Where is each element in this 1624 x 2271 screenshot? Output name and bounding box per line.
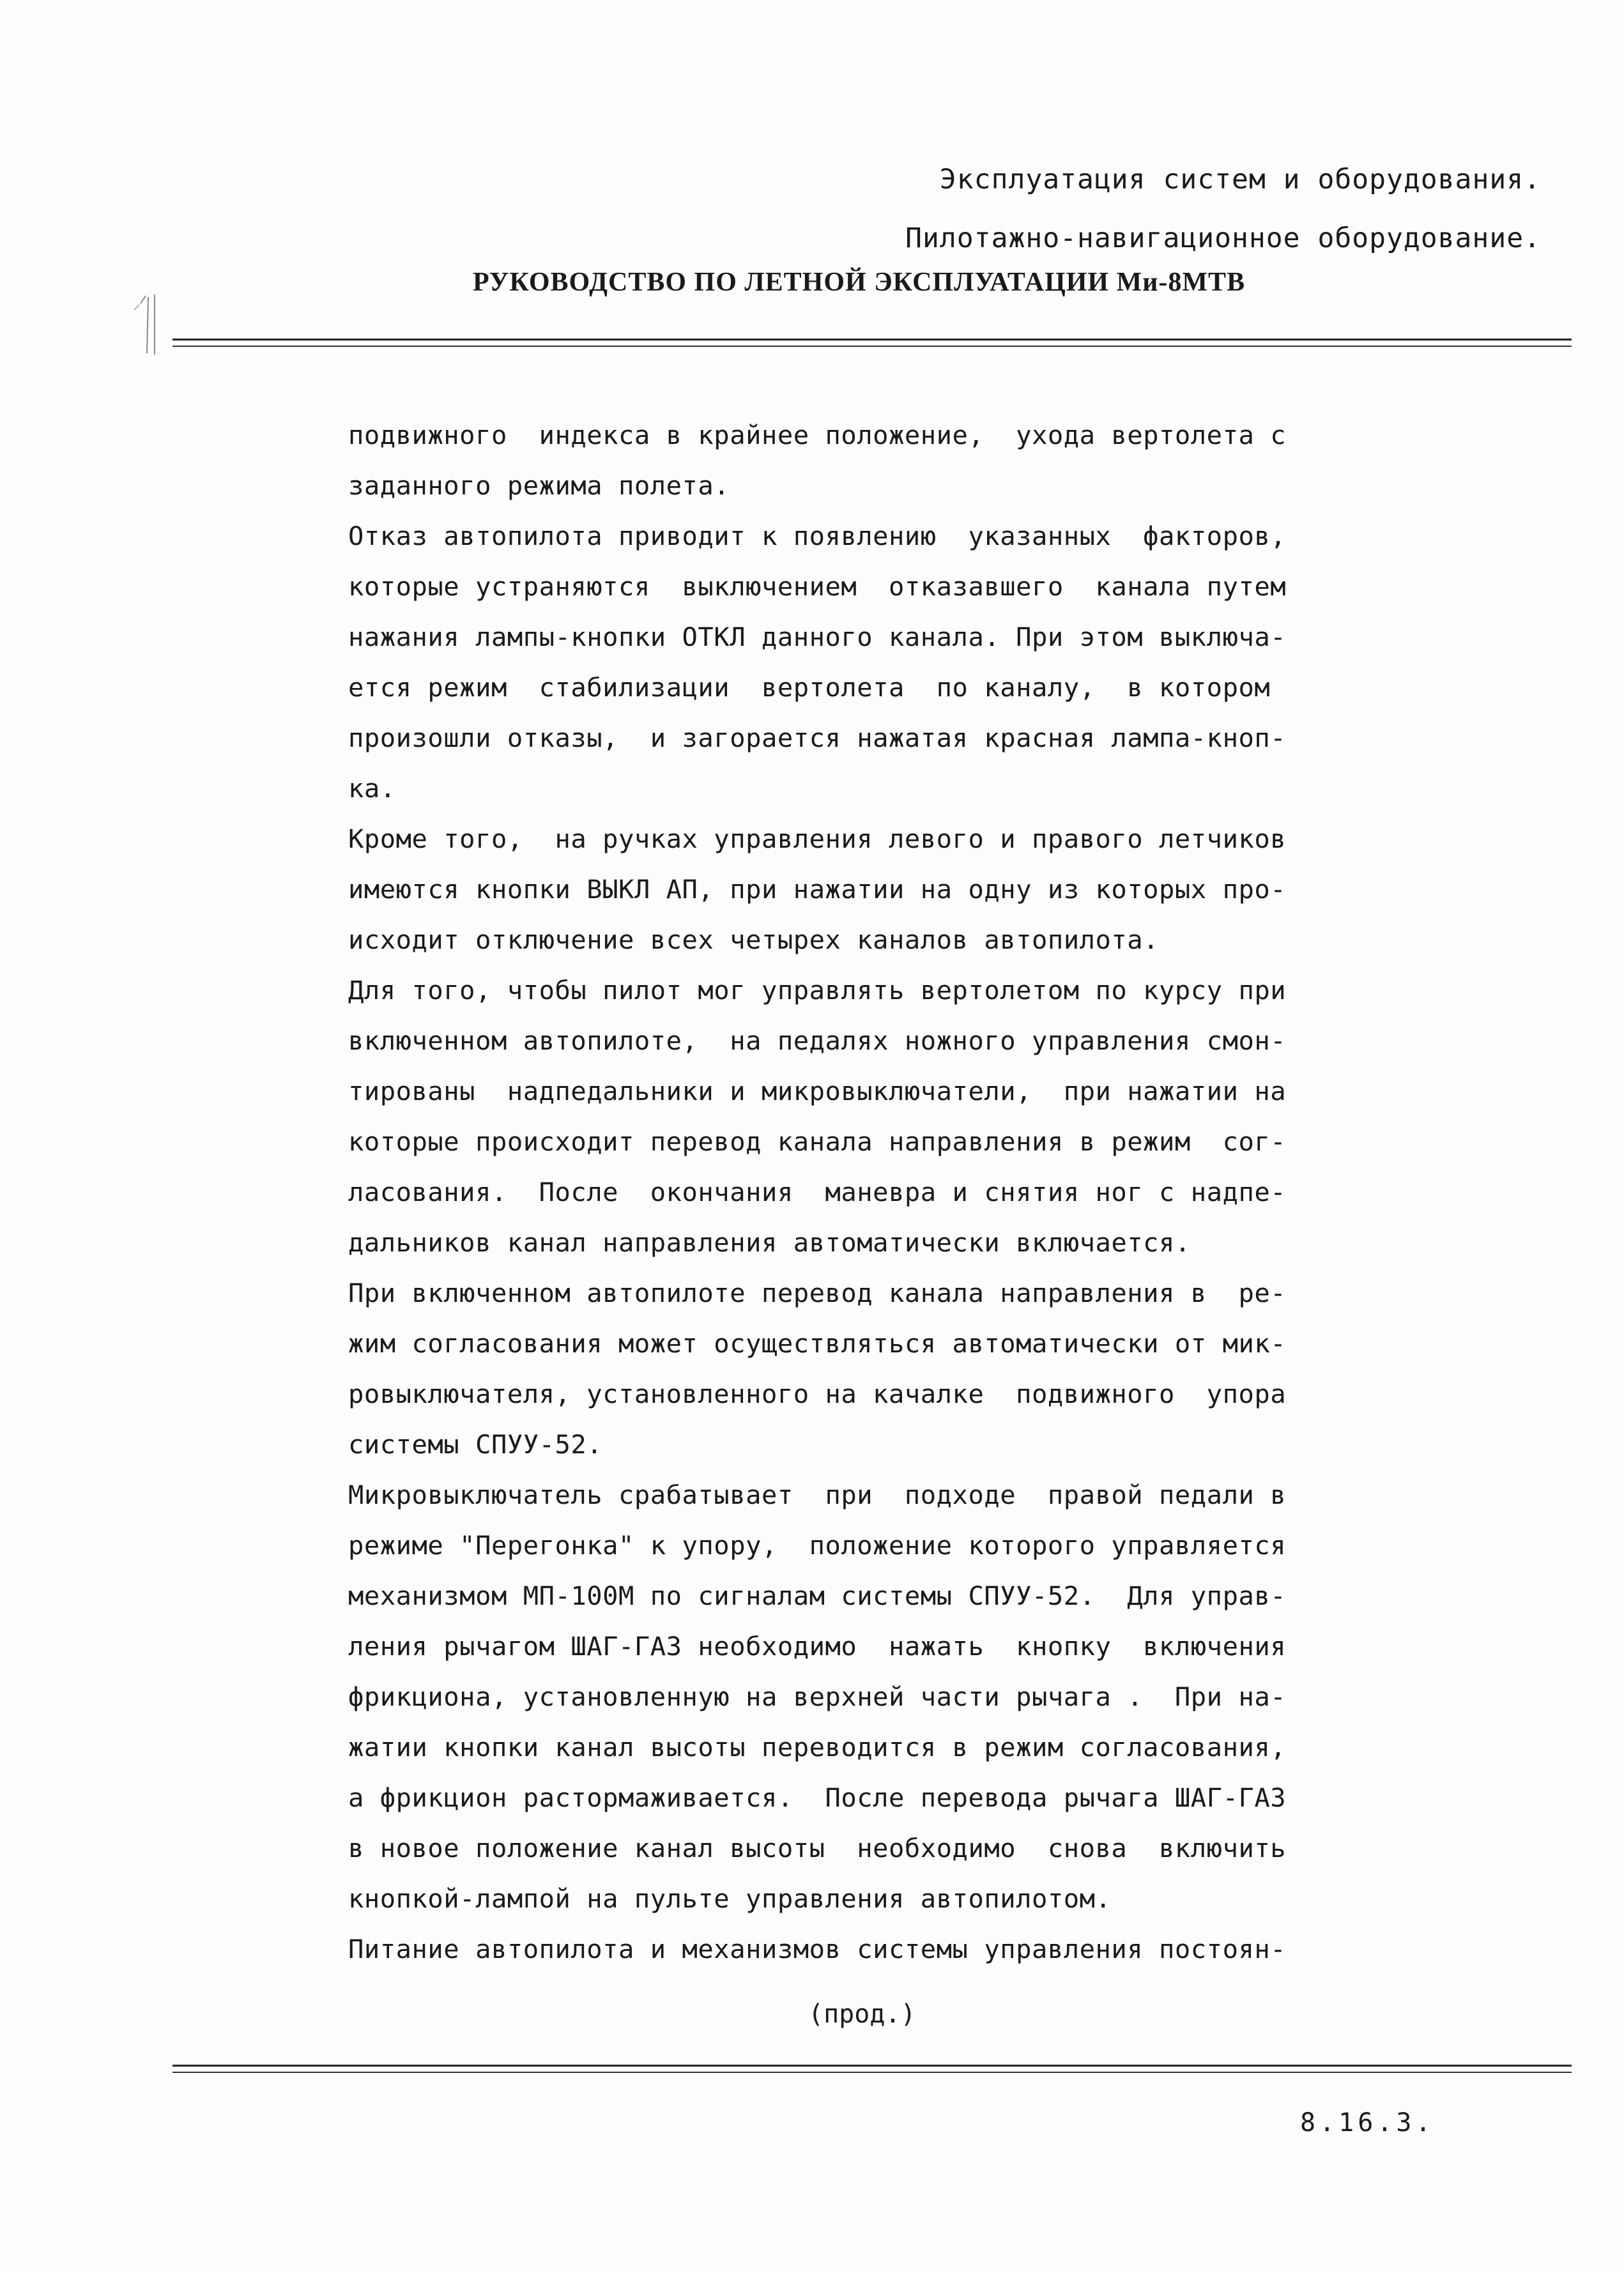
manual-title: РУКОВОДСТВО ПО ЛЕТНОЙ ЭКСПЛУАТАЦИИ Ми-8МТВ — [473, 268, 1246, 297]
margin-pencil-mark — [121, 291, 172, 361]
body-line: ровыключателя, установленного на качалке подвижного упора — [348, 1379, 1287, 1409]
body-line: которые устраняются выключением отказавшего канала путем — [348, 571, 1287, 602]
body-line: жатии кнопки канал высоты переводится в режим согласования, — [348, 1732, 1287, 1763]
body-line: фрикциона, установленную на верхней части рычага . При на- — [348, 1681, 1287, 1712]
body-line: При включенном автопилоте перевод канала направления в ре- — [348, 1278, 1287, 1308]
body-line: механизмом МП-100М по сигналам системы СПУУ-52. Для управ- — [348, 1580, 1287, 1611]
body-line: заданного режима полета. — [348, 470, 730, 501]
body-line: Для того, чтобы пилот мог управлять вертолетом по курсу при — [348, 975, 1287, 1006]
body-line: имеются кнопки ВЫКЛ АП, при нажатии на одну из которых про- — [348, 874, 1287, 905]
body-line: жим согласования может осуществляться автоматически от мик- — [348, 1328, 1287, 1359]
body-line: ласования. После окончания маневра и снятия ног с надпе- — [348, 1177, 1287, 1207]
page-number: 8.16.3. — [1300, 2108, 1435, 2137]
section-line-1: Эксплуатация систем и оборудования. — [939, 164, 1541, 195]
body-line: исходит отключение всех четырех каналов автопилота. — [348, 924, 1160, 955]
body-line: ления рычагом ШАГ-ГАЗ необходимо нажать кнопку включения — [348, 1631, 1287, 1662]
body-line: тированы надпедальники и микровыключатели, при нажатии на — [348, 1076, 1287, 1106]
body-line: Микровыключатель срабатывает при подходе правой педали в — [348, 1480, 1287, 1510]
footer-rule-bottom — [172, 2072, 1572, 2073]
body-line: а фрикцион растормаживается. После перевода рычага ШАГ-ГАЗ — [348, 1782, 1287, 1813]
body-line: ется режим стабилизации вертолета по каналу, в котором — [348, 672, 1271, 703]
body-line: системы СПУУ-52. — [348, 1429, 603, 1460]
body-text — [348, 410, 1492, 1975]
body-line: которые происходит перевод канала направления в режим сог- — [348, 1126, 1287, 1157]
body-line: подвижного индекса в крайнее положение, ухода вертолета с — [348, 420, 1287, 450]
body-line: Кроме того, на ручках управления левого и правого летчиков — [348, 823, 1287, 854]
section-line-2: Пилотажно-навигационное оборудование. — [905, 222, 1541, 254]
body-line: ка. — [348, 773, 396, 804]
footer-rule-top — [172, 2065, 1572, 2067]
body-line: дальников канал направления автоматически включается. — [348, 1227, 1191, 1258]
continued-marker: (прод.) — [808, 2000, 916, 2029]
body-line: произошли отказы, и загорается нажатая красная лампа-кноп- — [348, 723, 1287, 753]
header-rule-bottom — [172, 346, 1572, 347]
body-line: Питание автопилота и механизмов системы управления постоян- — [348, 1934, 1287, 1964]
body-line: Отказ автопилота приводит к появлению указанных факторов, — [348, 521, 1287, 551]
body-line: нажания лампы-кнопки ОТКЛ данного канала. При этом выключа- — [348, 622, 1287, 652]
header-rule-top — [172, 339, 1572, 340]
body-line: режиме "Перегонка" к упору, положение которого управляется — [348, 1530, 1287, 1561]
section-heading — [905, 150, 1541, 268]
body-line: кнопкой-лампой на пульте управления автопилотом. — [348, 1883, 1112, 1914]
body-line: включенном автопилоте, на педалях ножного управления смон- — [348, 1025, 1287, 1056]
body-line: в новое положение канал высоты необходимо снова включить — [348, 1833, 1287, 1863]
